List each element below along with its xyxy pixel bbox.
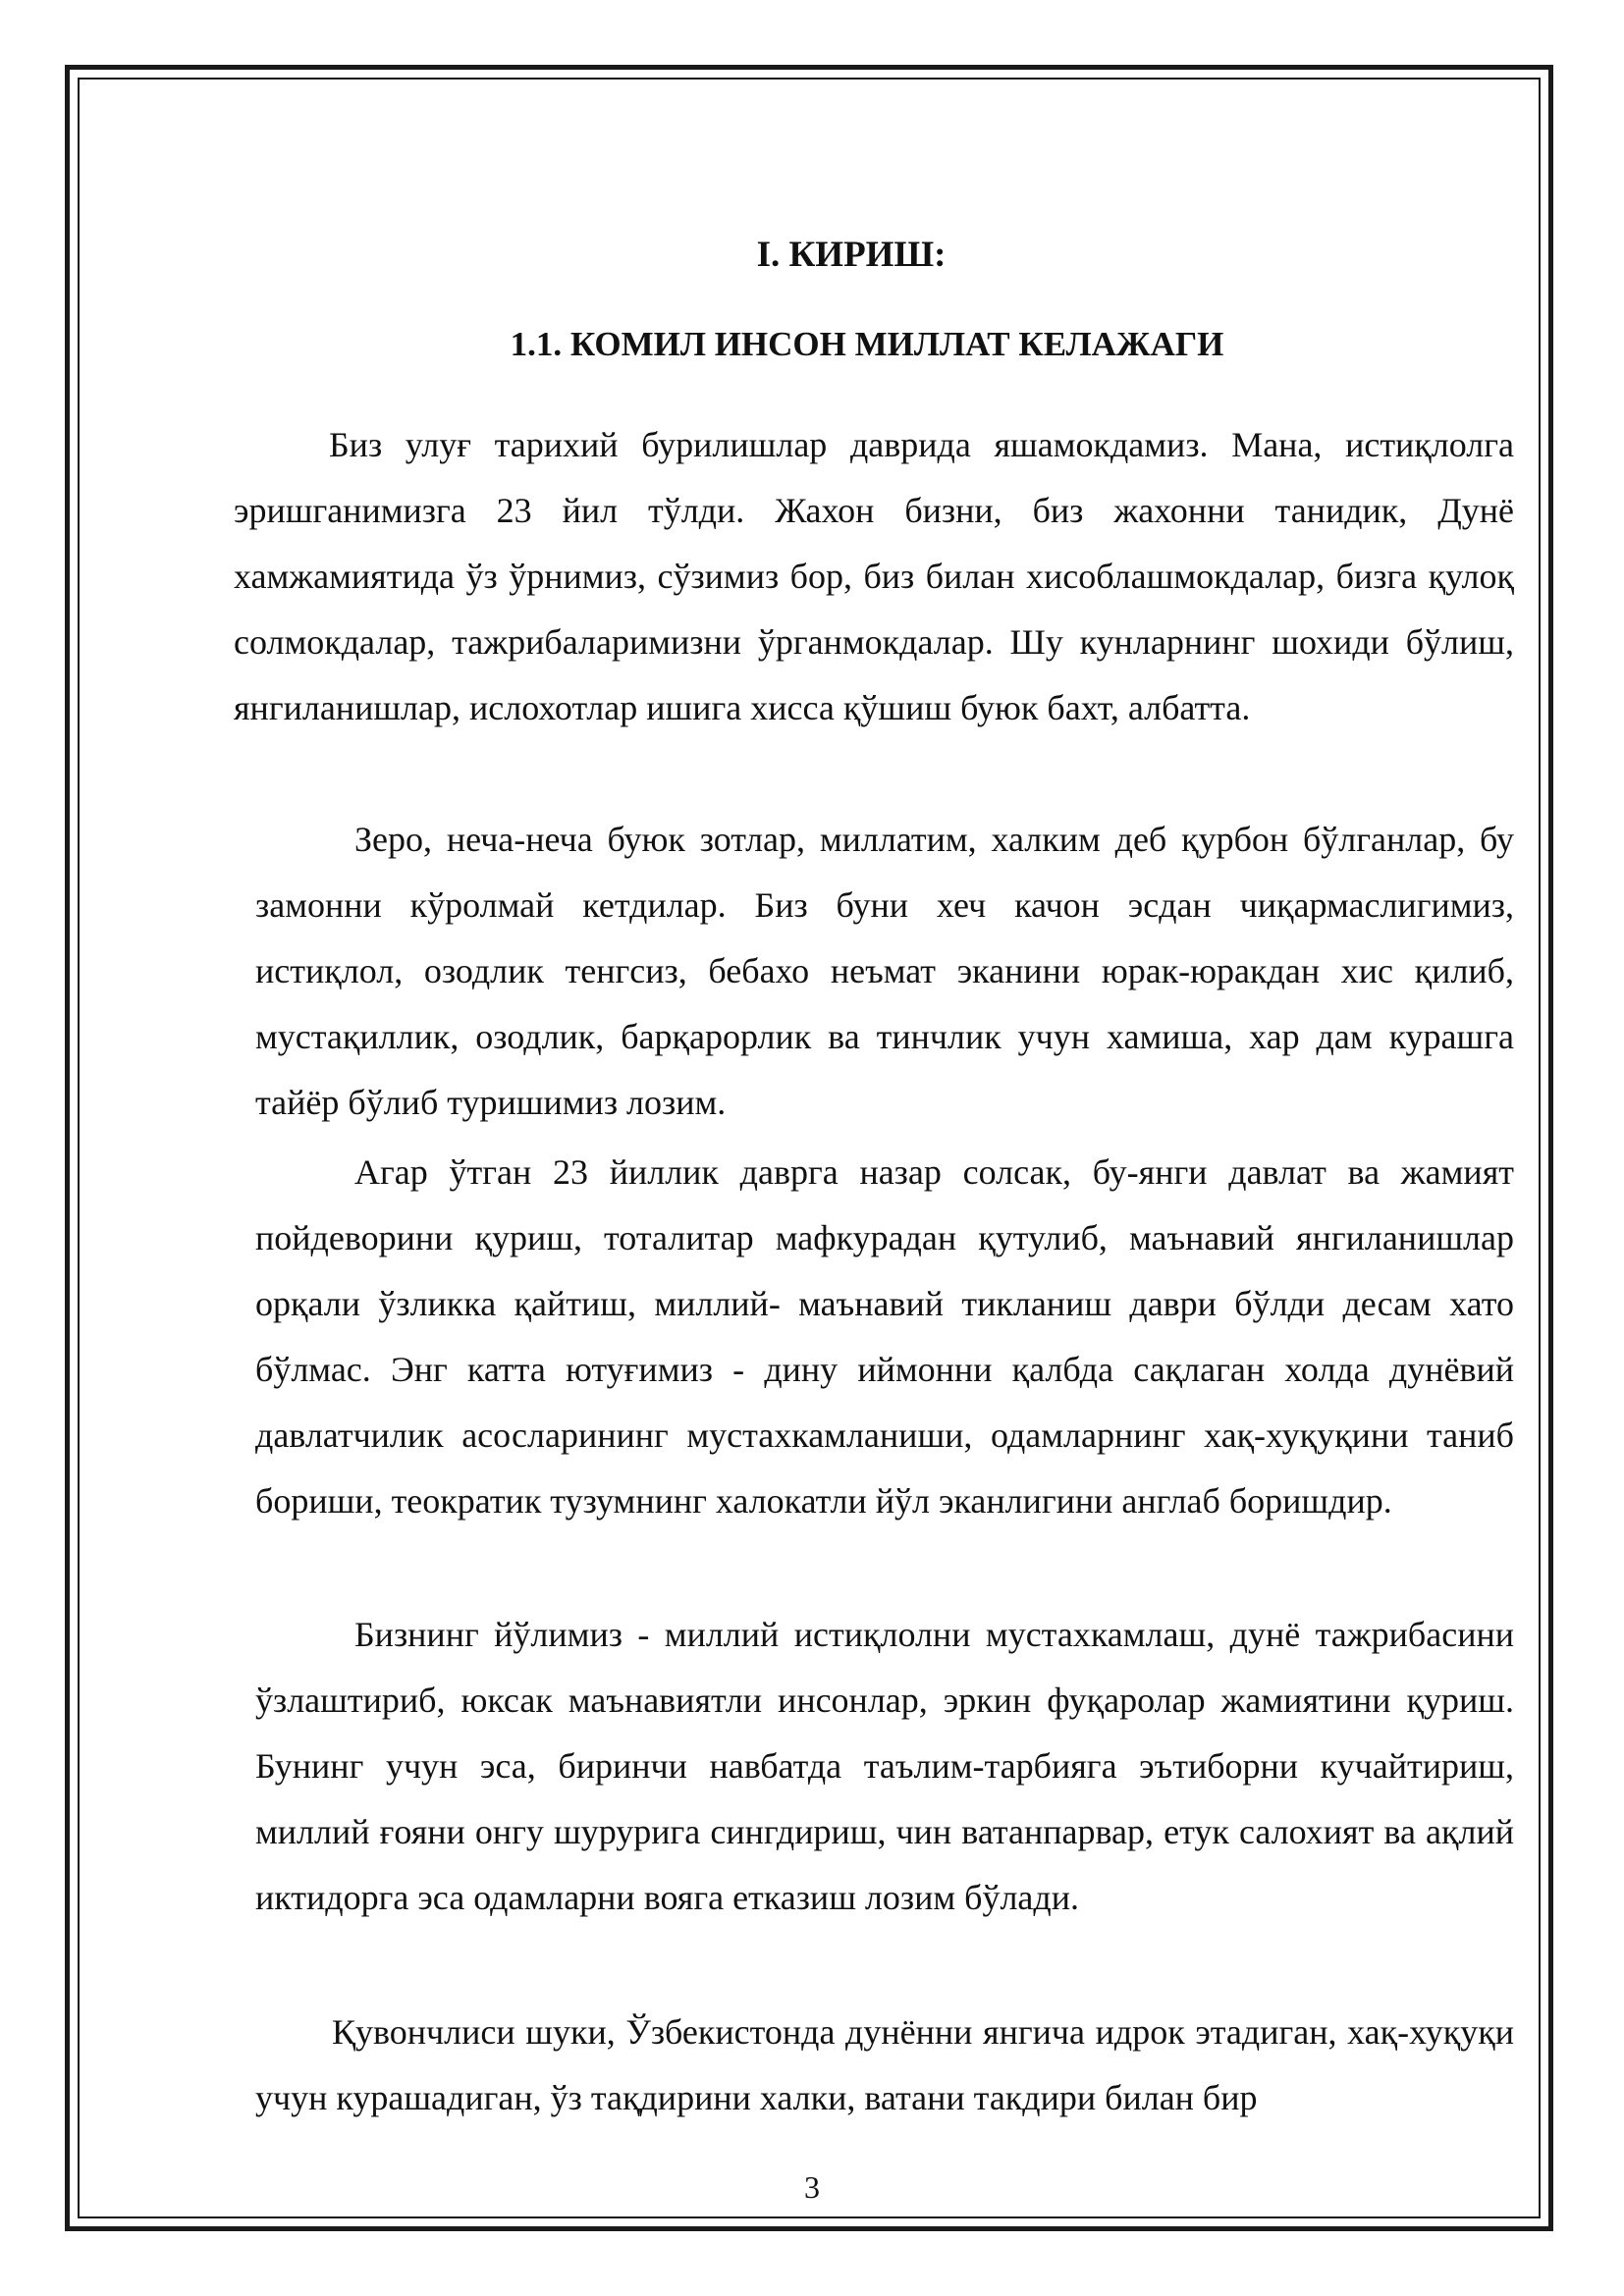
chapter-heading: I. КИРИШ:: [756, 235, 947, 275]
paragraph-4: Бизнинг йўлимиз - миллий истиқлолни мустахкамлаш, дунё тажрибасини ўзлаштириб, юксак маънавиятли инсонлар, эркин фуқаролар жамиятини қуриш. Бунинг учун эса, биринчи навбатда таълим-тарбияга эътиборни кучайтириш, миллий ғояни онгу шурурига сингдириш, чин ватанпарвар, етук салохият ва ақлий иктидорга эса одамларни вояга етказиш лозим бўлади.: [255, 1615, 1514, 1917]
page-number: 3: [804, 2169, 820, 2205]
paragraph-3: Агар ўтган 23 йиллик даврга назар солсак, бу-янги давлат ва жамият пойдеворини қуриш, тоталитар мафкурадан қутулиб, маънавий янгиланишлар орқали ўзликка қайтиш, миллий- маънавий тикланиш даври бўлди десам хато бўлмас. Энг катта ютуғимиз - дину иймонни қалбда сақлаган холда дунёвий давлатчилик асосларининг мустахкамланиши, одамларнинг хақ-хуқуқини таниб бориши, теократик тузумнинг халокатли йўл эканлигини англаб боришдир.: [255, 1152, 1514, 1521]
section-heading: 1.1. КОМИЛ ИНСОН МИЛЛАТ КЕЛАЖАГИ: [510, 325, 1224, 363]
paragraph-2: Зеро, неча-неча буюк зотлар, миллатим, халким деб қурбон бўлганлар, бу замонни кўролмай кетдилар. Биз буни хеч качон эсдан чиқармаслигимиз, истиқлол, озодлик тенгсиз, бебахо неъмат эканини юрак-юракдан хис қилиб, мустақиллик, озодлик, барқарорлик ва тинчлик учун хамиша, хар дам курашга тайёр бўлиб туришимиз лозим.: [255, 820, 1514, 1122]
paragraph-1: Биз улуғ тарихий бурилишлар даврида яшамокдамиз. Мана, истиқлолга эришганимизга 23 йил тўлди. Жахон бизни, биз жахонни танидик, Дунё хамжамиятида ўз ўрнимиз, сўзимиз бор, биз билан хисоблашмокдалар, бизга қулоқ солмокдалар, тажрибаларимизни ўрганмокдалар. Шу кунларнинг шохиди бўлиш, янгиланишлар, ислохотлар ишига хисса қўшиш буюк бахт, албатта.: [234, 425, 1514, 727]
paragraph-5: Қувончлиси шуки, Ўзбекистонда дунённи янгича идрок этадиган, хақ-хуқуқи учун курашадиган, ўз тақдирини халки, ватани такдири билан бир: [255, 2012, 1514, 2117]
